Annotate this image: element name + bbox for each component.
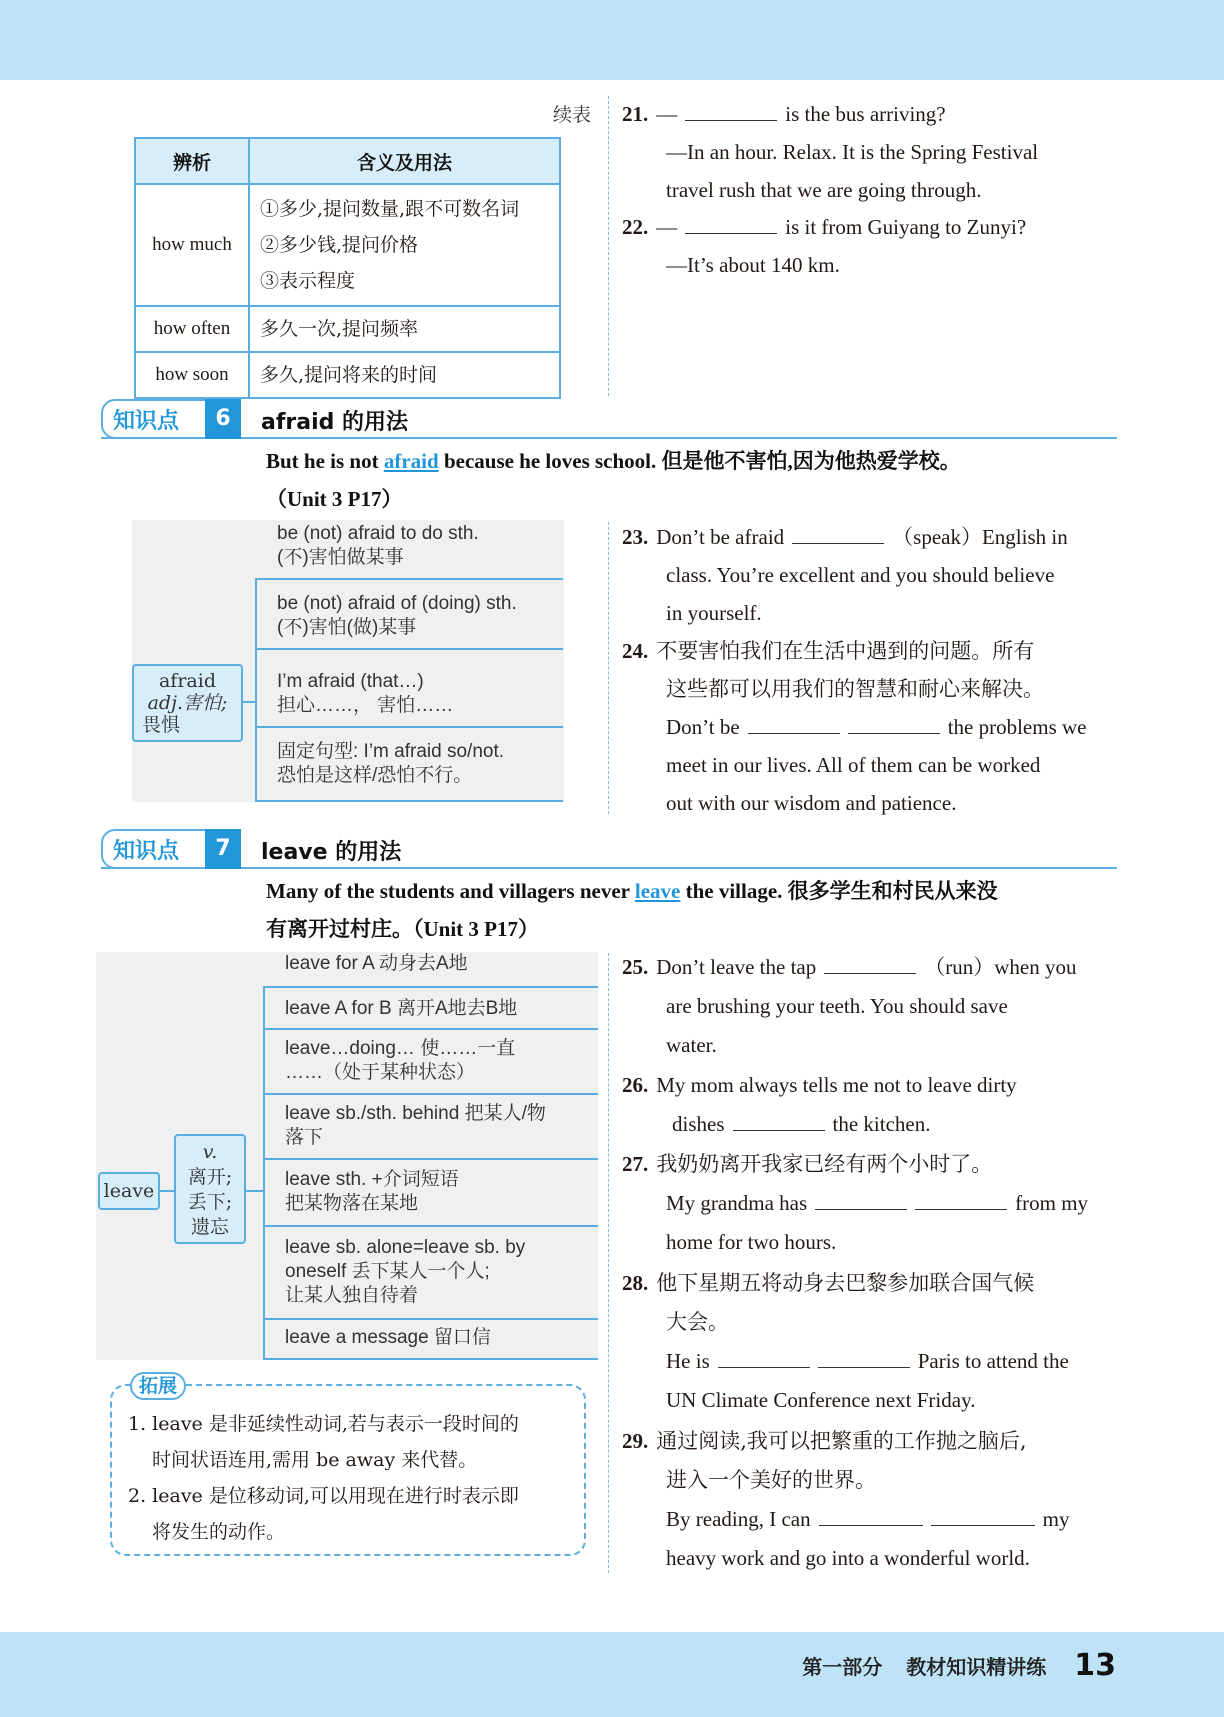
branch-text: leave sb. alone=leave sb. by [285,1237,526,1258]
continued-label: 续表 [553,104,592,126]
question-text: class. You’re excellent and you should believe [666,563,1055,587]
table-cell [249,306,560,352]
node-text: 离开; [187,1166,233,1188]
footer-part: 第一部分 [802,1654,883,1679]
question-23 [622,518,1118,632]
connector [263,1158,598,1160]
node-text: adj.害怕; [147,692,228,714]
node-text: v. [202,1141,218,1163]
branch-text: 担心……， 害怕…… [277,695,454,716]
answer-blank[interactable] [748,714,840,734]
question-text: 这些都可以用我们的智慧和耐心来解决。 [666,677,1044,701]
branch-text: be (not) afraid to do sth. [277,523,479,544]
connector [255,648,563,650]
branch-text: 把某物落在某地 [285,1193,419,1214]
question-text: — [656,215,678,239]
question-text: UN Climate Conference next Friday. [666,1388,976,1412]
question-text: 我奶奶离开我家已经有两个小时了。 [656,1152,993,1176]
question-text: 不要害怕我们在生活中遇到的问题。所有 [656,639,1035,663]
column-divider [608,953,609,1573]
question-29 [622,1422,1118,1578]
branch-text: (不)害怕(做)某事 [277,617,417,638]
question-text: He is [666,1349,710,1373]
branch-text: I’m afraid (that…) [277,671,424,692]
knowledge-title: afraid 的用法 [261,410,409,435]
question-text: are brushing your teeth. You should save [666,994,1008,1018]
node-text: 遗忘 [190,1216,229,1238]
connector [241,701,257,703]
question-26 [622,1066,1118,1144]
branch-text: be (not) afraid of (doing) sth. [277,593,517,614]
question-text: heavy work and go into a wonderful world. [666,1546,1030,1570]
node-text: 丢下; [187,1191,233,1213]
branch-item [265,1326,491,1350]
comparison-table [134,137,561,399]
question-text: Don’t leave the tap [656,955,817,979]
answer-blank[interactable] [685,101,777,121]
connector [263,1028,598,1030]
connector [246,1190,264,1192]
connector [255,578,563,580]
question-21 [622,95,1118,209]
header-rule [101,867,1117,869]
question-text: （run）when you [924,955,1077,979]
extension-text: 2. leave 是位移动词,可以用现在进行时表示即 [128,1485,519,1507]
branch-item [257,592,517,640]
answer-blank[interactable] [915,1190,1007,1210]
sentence-text: because he loves school. 但是他不害怕,因为他热爱学校。 [438,449,961,473]
column-divider [608,96,609,396]
question-text: the kitchen. [832,1112,931,1136]
question-22 [622,208,1118,284]
branch-item [257,740,504,788]
branch-text: leave A for B 离开A地去B地 [285,998,518,1019]
question-text: from my [1015,1191,1089,1215]
knowledge-point-7-header [101,829,1117,869]
question-number: 27. [622,1152,649,1176]
answer-blank[interactable] [733,1111,825,1131]
branch-item [265,1102,546,1150]
answer-blank[interactable] [824,954,916,974]
branch-text: 固定句型: I’m afraid so/not. [277,741,505,762]
question-text: —It’s about 140 km. [666,253,840,277]
table-row [135,306,560,352]
column-divider [608,522,609,814]
sentence-text: the village. 很多学生和村民从来没 [680,879,998,903]
extension-item-2 [128,1478,519,1550]
answer-blank[interactable] [819,1506,923,1526]
question-number: 24. [622,639,649,663]
answer-blank[interactable] [792,524,884,544]
table-line: 多久一次,提问频率 [260,318,419,340]
top-band [0,0,1224,80]
branch-text: leave sth. +介词短语 [285,1169,459,1190]
table-header: 含义及用法 [249,138,560,184]
center-node-afraid [132,664,243,742]
connector [263,1093,598,1095]
question-text: （speak）English in [892,525,1068,549]
connector [263,1225,598,1227]
example-sentence [266,872,1116,948]
branch-text: 让某人独自待着 [285,1285,419,1306]
knowledge-title: leave 的用法 [261,840,402,865]
table-cell [249,352,560,398]
table-row [135,352,560,398]
branch-item [265,1037,515,1085]
branch-text: leave a message 留口信 [285,1327,491,1348]
extension-tag: 拓展 [130,1372,186,1400]
table-header-row [135,138,560,184]
knowledge-badge-label: 知识点 [113,409,180,434]
connector [160,1190,174,1192]
question-text: Don’t be [666,715,740,739]
answer-blank[interactable] [931,1506,1035,1526]
branch-item [265,997,517,1021]
question-text: is it from Guiyang to Zunyi? [785,215,1027,239]
answer-blank[interactable] [848,714,940,734]
table-cell [249,184,560,306]
table-term: how often [135,306,249,352]
question-text: —In an hour. Relax. It is the Spring Festival [666,140,1039,164]
question-text: 他下星期五将动身去巴黎参加联合国气候 [656,1271,1035,1295]
question-text: dishes [672,1112,725,1136]
table-header: 辨析 [135,138,249,184]
question-text: is the bus arriving? [785,102,946,126]
sentence-reference: （Unit 3 P17） [266,487,403,511]
knowledge-badge-number: 6 [205,399,241,439]
question-text: 通过阅读,我可以把繁重的工作抛之脑后, [656,1429,1027,1453]
question-text: water. [666,1033,717,1057]
knowledge-point-6-header [101,399,1117,439]
question-text: travel rush that we are going through. [666,178,982,202]
question-number: 23. [622,525,649,549]
question-text: 大会。 [666,1310,729,1334]
connector [255,726,563,728]
table-row [135,184,560,306]
connector [255,800,563,802]
question-text: the problems we [947,715,1087,739]
table-line: ②多少钱,提问价格 [260,234,419,256]
branch-text: ……（处于某种状态） [285,1062,476,1083]
question-text: — [656,102,678,126]
question-text: By reading, I can [666,1507,811,1531]
question-text: meet in our lives. All of them can be worked [666,753,1041,777]
highlight-word: leave [634,879,681,903]
branch-text: 落下 [285,1127,324,1148]
extension-item-1 [128,1406,519,1478]
header-rule [101,437,1117,439]
answer-blank[interactable] [815,1190,907,1210]
sentence-text: Many of the students and villagers never [266,879,635,903]
branch-item [265,1236,525,1308]
question-text: my [1042,1507,1070,1531]
table-line: ③表示程度 [260,270,356,292]
sentence-text: 有离开过村庄。（Unit 3 P17） [266,917,539,941]
question-number: 29. [622,1429,649,1453]
connector [263,1358,598,1360]
branch-text: leave for A 动身去A地 [285,953,468,974]
connector [263,986,598,988]
answer-blank[interactable] [718,1348,810,1368]
question-text: in yourself. [666,601,762,625]
branch-item [265,952,468,976]
question-text: out with our wisdom and patience. [666,791,957,815]
highlight-word: afraid [383,449,439,473]
page-footer [802,1640,1116,1690]
connector [263,1318,598,1320]
question-28 [622,1264,1118,1420]
extension-text: 1. leave 是非延续性动词,若与表示一段时间的 [128,1413,519,1435]
question-number: 21. [622,102,649,126]
question-27 [622,1145,1118,1262]
knowledge-badge-number: 7 [205,829,241,869]
table-term: how much [135,184,249,306]
root-node-leave: leave [98,1172,160,1210]
question-text: Paris to attend the [917,1349,1069,1373]
branch-item [257,670,453,718]
question-25 [622,948,1118,1065]
question-text: 进入一个美好的世界。 [666,1468,876,1492]
question-number: 25. [622,955,649,979]
question-text: My grandma has [666,1191,808,1215]
extension-text: 时间状语连用,需用 be away 来代替。 [152,1449,478,1471]
question-text: Don’t be afraid [656,525,785,549]
page-number: 13 [1074,1647,1116,1683]
branch-item [257,522,479,570]
question-text: My mom always tells me not to leave dirty [656,1073,1017,1097]
answer-blank[interactable] [685,214,777,234]
table-line: 多久,提问将来的时间 [260,364,438,386]
question-number: 26. [622,1073,649,1097]
table-term: how soon [135,352,249,398]
branch-text: leave sb./sth. behind 把某人/物 [285,1103,546,1124]
answer-blank[interactable] [818,1348,910,1368]
knowledge-badge-label: 知识点 [113,839,180,864]
footer-title: 教材知识精讲练 [906,1654,1047,1679]
branch-text: 恐怕是这样/恐怕不行。 [277,765,473,786]
sentence-text: But he is not [266,449,384,473]
branch-item [265,1168,459,1216]
question-number: 28. [622,1271,649,1295]
extension-text: 将发生的动作。 [152,1521,286,1543]
center-node-leave [174,1134,246,1244]
branch-text: leave…doing… 使……一直 [285,1038,516,1059]
question-text: home for two hours. [666,1230,837,1254]
branch-text: oneself 丢下某人一个人; [285,1261,490,1282]
branch-text: (不)害怕做某事 [277,547,404,568]
example-sentence [266,442,1116,518]
node-text: 畏惧 [142,714,181,736]
node-text: afraid [158,670,216,692]
question-24 [622,632,1118,822]
table-line: ①多少,提问数量,跟不可数名词 [260,198,520,220]
question-number: 22. [622,215,649,239]
